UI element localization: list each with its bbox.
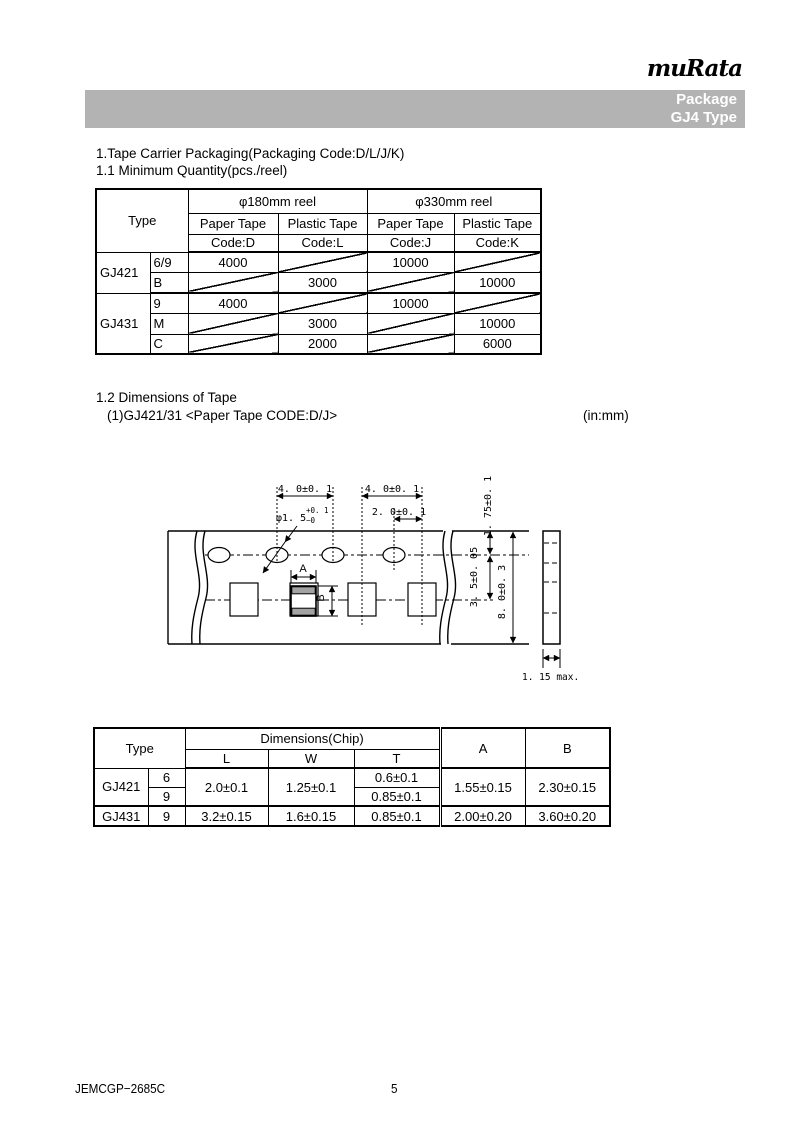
table-row [96, 334, 541, 354]
qty-type-gj431: GJ431 [96, 293, 150, 354]
qty-na-cell [367, 272, 454, 293]
dim-b-header: B [525, 728, 610, 768]
qty-na-cell [188, 313, 278, 334]
qty-value: 6000 [454, 334, 541, 354]
dim-value-l: 3.2±0.15 [185, 806, 268, 826]
tape-width-dim: 8. 0±0. 3 [497, 564, 508, 620]
chip-in-pocket [291, 586, 316, 616]
qty-value: 3000 [278, 272, 367, 293]
qty-code-d-header: Code:D [188, 234, 278, 252]
dim-a-header: A [440, 728, 525, 768]
header-banner [85, 90, 745, 128]
dim-sub: 6 [148, 768, 185, 787]
qty-na-cell [367, 334, 454, 354]
left-break-line [200, 531, 208, 644]
qty-paper-header: Paper Tape [188, 213, 278, 234]
dim-type-gj421: GJ421 [94, 768, 148, 806]
hole-to-pocket-dim: 3. 5±0. 05 [469, 546, 480, 608]
dim-sub: 9 [148, 806, 185, 826]
dim-value-b: 3.60±0.20 [525, 806, 610, 826]
dim-value-a: 2.00±0.20 [440, 806, 525, 826]
banner-type-label: GJ4 Type [670, 109, 737, 126]
hole-tolerance-plus: +0. 1 [306, 506, 329, 515]
unit-note: (in:mm) [583, 408, 629, 423]
qty-type-gj421: GJ421 [96, 252, 150, 293]
table-row [94, 768, 610, 787]
section2-title: 1.2 Dimensions of Tape [96, 390, 237, 405]
qty-value: 10000 [367, 252, 454, 272]
section1-title: 1.Tape Carrier Packaging(Packaging Code:D/L/J/K) [96, 146, 405, 161]
dim-a-label: A [299, 563, 307, 575]
edge-to-hole-dim: 1. 75±0. 1 [483, 475, 494, 537]
qty-reel180-header: φ180mm reel [188, 189, 367, 213]
right-break-line [440, 531, 448, 644]
table-row [96, 252, 541, 272]
dim-b-label: B [315, 594, 327, 602]
dim-value-t: 0.85±0.1 [354, 787, 440, 806]
pocket-pitch-dim: 2. 0±0. 1 [371, 507, 427, 518]
minimum-quantity-table [95, 188, 542, 355]
hole-diameter-dim: φ1. 5 [276, 513, 307, 524]
qty-value: 10000 [367, 293, 454, 313]
dim-l-header: L [185, 749, 268, 768]
dim-value-t: 0.6±0.1 [354, 768, 440, 787]
chip-terminal [292, 587, 315, 594]
murata-logo: muRata [646, 55, 742, 82]
qty-paper-header: Paper Tape [367, 213, 454, 234]
qty-type-header: Type [96, 189, 188, 252]
qty-na-cell [278, 293, 367, 313]
qty-sub: M [150, 313, 188, 334]
section2-subtitle: (1)GJ421/31 <Paper Tape CODE:D/J> [107, 408, 338, 423]
dim-value-b: 2.30±0.15 [525, 768, 610, 806]
qty-code-j-header: Code:J [367, 234, 454, 252]
qty-sub: C [150, 334, 188, 354]
qty-value: 4000 [188, 252, 278, 272]
dim-value-t: 0.85±0.1 [354, 806, 440, 826]
qty-na-cell [188, 272, 278, 293]
chip-terminal [292, 608, 315, 615]
table-row [96, 293, 541, 313]
qty-sub: 9 [150, 293, 188, 313]
tape-dimension-diagram [160, 455, 640, 700]
dim-type-header: Type [94, 728, 185, 768]
qty-value: 4000 [188, 293, 278, 313]
table-row [94, 806, 610, 826]
qty-plastic-header: Plastic Tape [278, 213, 367, 234]
hole-pitch-dim: 4. 0±0. 1 [277, 484, 333, 495]
dim-value-w: 1.25±0.1 [268, 768, 354, 806]
dim-value-l: 2.0±0.1 [185, 768, 268, 806]
document-number: JEMCGP−2685C [75, 1081, 166, 1096]
dim-chip-header: Dimensions(Chip) [185, 728, 440, 749]
qty-na-cell [188, 334, 278, 354]
qty-sub: B [150, 272, 188, 293]
qty-na-cell [278, 252, 367, 272]
qty-plastic-header: Plastic Tape [454, 213, 541, 234]
table-row [96, 313, 541, 334]
dim-w-header: W [268, 749, 354, 768]
pocket [230, 583, 258, 616]
dim-sub: 9 [148, 787, 185, 806]
qty-sub: 6/9 [150, 252, 188, 272]
qty-value: 10000 [454, 313, 541, 334]
qty-value: 10000 [454, 272, 541, 293]
qty-na-cell [454, 252, 541, 272]
dim-value-a: 1.55±0.15 [440, 768, 525, 806]
qty-code-k-header: Code:K [454, 234, 541, 252]
section1-subtitle: 1.1 Minimum Quantity(pcs./reel) [96, 163, 288, 178]
qty-value: 2000 [278, 334, 367, 354]
left-break-line [192, 531, 200, 644]
dim-t-header: T [354, 749, 440, 768]
page-number: 5 [391, 1081, 398, 1096]
right-break-line [448, 531, 456, 644]
qty-value: 3000 [278, 313, 367, 334]
qty-na-cell [367, 313, 454, 334]
dim-type-gj431: GJ431 [94, 806, 148, 826]
thickness-dimension [543, 649, 560, 668]
banner-package-label: Package [676, 91, 737, 108]
dim-value-w: 1.6±0.15 [268, 806, 354, 826]
table-row [96, 272, 541, 293]
hole-diameter-leader [263, 526, 297, 573]
hole-pitch-dim: 4. 0±0. 1 [364, 484, 420, 495]
qty-code-l-header: Code:L [278, 234, 367, 252]
qty-reel330-header: φ330mm reel [367, 189, 541, 213]
tape-side-view [543, 531, 560, 644]
sprocket-hole [208, 548, 230, 563]
thickness-dim-label: 1. 15 max. [522, 672, 580, 683]
hole-tolerance-minus: −0 [306, 516, 316, 525]
qty-na-cell [454, 293, 541, 313]
chip-dimensions-table [93, 727, 611, 827]
